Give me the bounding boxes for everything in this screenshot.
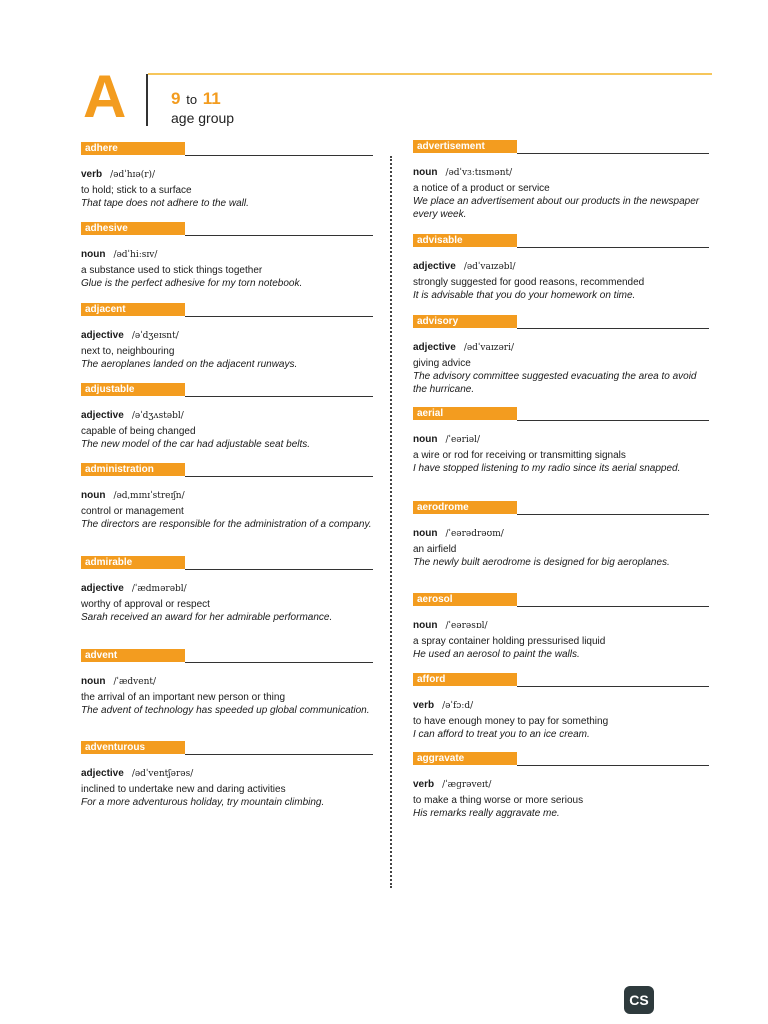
headword-rule — [517, 765, 709, 766]
definition: a spray container holding pressurised liquid — [413, 636, 606, 647]
definition: to hold; stick to a surface — [81, 185, 192, 196]
example-sentence: We place an advertisement about our products in the newspaper every week. — [413, 196, 700, 220]
entry-header — [413, 593, 709, 608]
entry-advent — [81, 649, 373, 741]
headword: advertisement — [413, 140, 517, 153]
headword: adhesive — [81, 222, 185, 235]
headword-rule — [185, 662, 373, 663]
headword-rule — [517, 514, 709, 515]
pos-line — [81, 329, 373, 343]
headword-rule — [185, 235, 373, 236]
pronunciation: /ədˌmɪnɪˈstreɪʃn/ — [113, 491, 185, 501]
entry-adhere — [81, 142, 373, 222]
definition: inclined to undertake new and daring activities — [81, 784, 286, 795]
part-of-speech: noun — [413, 620, 438, 631]
pos-line — [81, 489, 373, 503]
example-sentence: The aeroplanes landed on the adjacent runways. — [81, 359, 298, 370]
example-sentence: The advent of technology has speeded up global communication. — [81, 705, 370, 716]
headword: adjustable — [81, 383, 185, 396]
entry-admirable — [81, 556, 373, 649]
pos-line — [81, 767, 373, 781]
headword: admirable — [81, 556, 185, 569]
part-of-speech: noun — [413, 528, 438, 539]
age-range — [171, 90, 221, 109]
part-of-speech: verb — [81, 169, 103, 180]
headword-rule — [185, 569, 373, 570]
example-sentence: For a more adventurous holiday, try mountain climbing. — [81, 797, 325, 808]
pronunciation: /ədˈhɪə(r)/ — [110, 170, 156, 180]
age-group-label: age group — [171, 110, 235, 126]
definition: giving advice — [413, 358, 471, 369]
pronunciation: /ˈeəriəl/ — [445, 435, 481, 445]
definition: worthy of approval or respect — [81, 599, 210, 610]
headword-rule — [517, 153, 709, 154]
example-sentence: I have stopped listening to my radio since its aerial snapped. — [413, 463, 681, 474]
headword: advent — [81, 649, 185, 662]
age-from: 9 — [171, 89, 181, 108]
entry-afford — [413, 673, 709, 752]
entry-header — [81, 649, 373, 664]
part-of-speech: adjective — [81, 583, 124, 594]
headword: advisory — [413, 315, 517, 328]
pronunciation: /ədˈvaɪzəbl/ — [463, 262, 516, 272]
definition: capable of being changed — [81, 426, 196, 437]
part-of-speech: adjective — [81, 330, 124, 341]
pos-line — [81, 409, 373, 423]
definition: a substance used to stick things together — [81, 265, 263, 276]
pos-line — [413, 619, 709, 633]
headword-rule — [185, 316, 373, 317]
pronunciation: /ˈædmərəbl/ — [131, 584, 187, 594]
headword-rule — [517, 247, 709, 248]
entry-adventurous — [81, 741, 373, 809]
part-of-speech: verb — [413, 779, 435, 790]
entry-aerodrome — [413, 501, 709, 593]
part-of-speech: noun — [81, 490, 106, 501]
pronunciation: /ədˈventʃərəs/ — [131, 769, 194, 779]
part-of-speech: adjective — [413, 261, 456, 272]
headword: aerial — [413, 407, 517, 420]
pos-line — [413, 341, 709, 355]
pos-line — [81, 582, 373, 596]
entry-advertisement — [413, 140, 709, 234]
headword: adventurous — [81, 741, 185, 754]
entry-header — [413, 315, 709, 330]
pronunciation: /əˈdʒeɪsnt/ — [131, 331, 179, 341]
definition: an airfield — [413, 544, 457, 555]
header-divider — [146, 74, 148, 126]
entry-aerosol — [413, 593, 709, 673]
headword-rule — [185, 396, 373, 397]
definition: strongly suggested for good reasons, recommended — [413, 277, 645, 288]
headword-rule — [185, 155, 373, 156]
part-of-speech: adjective — [81, 768, 124, 779]
pos-line — [81, 168, 373, 182]
pronunciation: /əˈfɔːd/ — [442, 701, 474, 711]
pos-line — [413, 433, 709, 447]
header-rule — [148, 73, 712, 75]
example-sentence: The directors are responsible for the administration of a company. — [81, 519, 372, 530]
entry-header — [413, 752, 709, 767]
example-sentence: Glue is the perfect adhesive for my torn notebook. — [81, 278, 303, 289]
entry-header — [81, 556, 373, 571]
part-of-speech: noun — [413, 167, 438, 178]
pos-line — [413, 699, 709, 713]
entry-aerial — [413, 407, 709, 501]
example-sentence: I can afford to treat you to an ice cream. — [413, 729, 590, 740]
entry-header — [81, 222, 373, 237]
example-sentence: Sarah received an award for her admirable performance. — [81, 612, 333, 623]
pos-line — [413, 166, 709, 180]
entry-header — [413, 234, 709, 249]
pronunciation: /əˈdʒʌstəbl/ — [131, 411, 184, 421]
entry-advisable — [413, 234, 709, 315]
headword-rule — [185, 476, 373, 477]
entry-adjacent — [81, 303, 373, 383]
entry-advisory — [413, 315, 709, 407]
entry-header — [81, 383, 373, 398]
example-sentence: That tape does not adhere to the wall. — [81, 198, 249, 209]
pos-line — [81, 675, 373, 689]
age-to: 11 — [202, 89, 221, 108]
entry-header — [413, 140, 709, 155]
headword: aerodrome — [413, 501, 517, 514]
headword: aerosol — [413, 593, 517, 606]
left-column — [81, 142, 373, 809]
example-sentence: His remarks really aggravate me. — [413, 808, 560, 819]
pronunciation: /ədˈvaɪzəri/ — [463, 343, 515, 353]
definition: the arrival of an important new person or thing — [81, 692, 285, 703]
example-sentence: The advisory committee suggested evacuating the area to avoid the hurricane. — [413, 371, 697, 395]
part-of-speech: adjective — [413, 342, 456, 353]
headword: adjacent — [81, 303, 185, 316]
definition: next to, neighbouring — [81, 346, 175, 357]
headword: advisable — [413, 234, 517, 247]
definition: to have enough money to pay for something — [413, 716, 609, 727]
headword: adhere — [81, 142, 185, 155]
example-sentence: He used an aerosol to paint the walls. — [413, 649, 580, 660]
pronunciation: /ˈædvent/ — [113, 677, 157, 687]
entry-administration — [81, 463, 373, 556]
entry-header — [81, 142, 373, 157]
entry-header — [81, 463, 373, 478]
entry-header — [413, 407, 709, 422]
pos-line — [81, 248, 373, 262]
section-letter: A — [83, 63, 127, 130]
example-sentence: The new model of the car had adjustable seat belts. — [81, 439, 311, 450]
pos-line — [413, 778, 709, 792]
part-of-speech: noun — [81, 676, 106, 687]
part-of-speech: verb — [413, 700, 435, 711]
headword: aggravate — [413, 752, 517, 765]
definition: to make a thing worse or more serious — [413, 795, 584, 806]
part-of-speech: noun — [81, 249, 106, 260]
headword-rule — [517, 328, 709, 329]
right-column — [413, 140, 709, 820]
pronunciation: /ədˈhiːsɪv/ — [113, 250, 158, 260]
headword-rule — [185, 754, 373, 755]
entry-aggravate — [413, 752, 709, 820]
definition: a wire or rod for receiving or transmitting signals — [413, 450, 626, 461]
column-divider — [390, 156, 392, 888]
entry-adhesive — [81, 222, 373, 303]
definition: control or management — [81, 506, 184, 517]
part-of-speech: adjective — [81, 410, 124, 421]
camscanner-logo: CS — [624, 986, 654, 1014]
pronunciation: /ˈeərədrəʊm/ — [445, 529, 504, 539]
page-header — [80, 63, 712, 132]
pronunciation: /ədˈvɜːtɪsmənt/ — [445, 168, 513, 178]
headword: administration — [81, 463, 185, 476]
headword: afford — [413, 673, 517, 686]
entry-header — [413, 501, 709, 516]
entry-header — [81, 741, 373, 756]
pos-line — [413, 260, 709, 274]
example-sentence: It is advisable that you do your homework on time. — [413, 290, 636, 301]
definition: a notice of a product or service — [413, 183, 550, 194]
headword-rule — [517, 420, 709, 421]
entry-header — [413, 673, 709, 688]
example-sentence: The newly built aerodrome is designed for big aeroplanes. — [413, 557, 670, 568]
pronunciation: /ˈeərəsɒl/ — [445, 621, 488, 631]
headword-rule — [517, 606, 709, 607]
entry-adjustable — [81, 383, 373, 463]
entry-header — [81, 303, 373, 318]
age-to-word: to — [186, 92, 198, 107]
pronunciation: /ˈæɡrəveɪt/ — [442, 780, 492, 790]
headword-rule — [517, 686, 709, 687]
part-of-speech: noun — [413, 434, 438, 445]
pos-line — [413, 527, 709, 541]
